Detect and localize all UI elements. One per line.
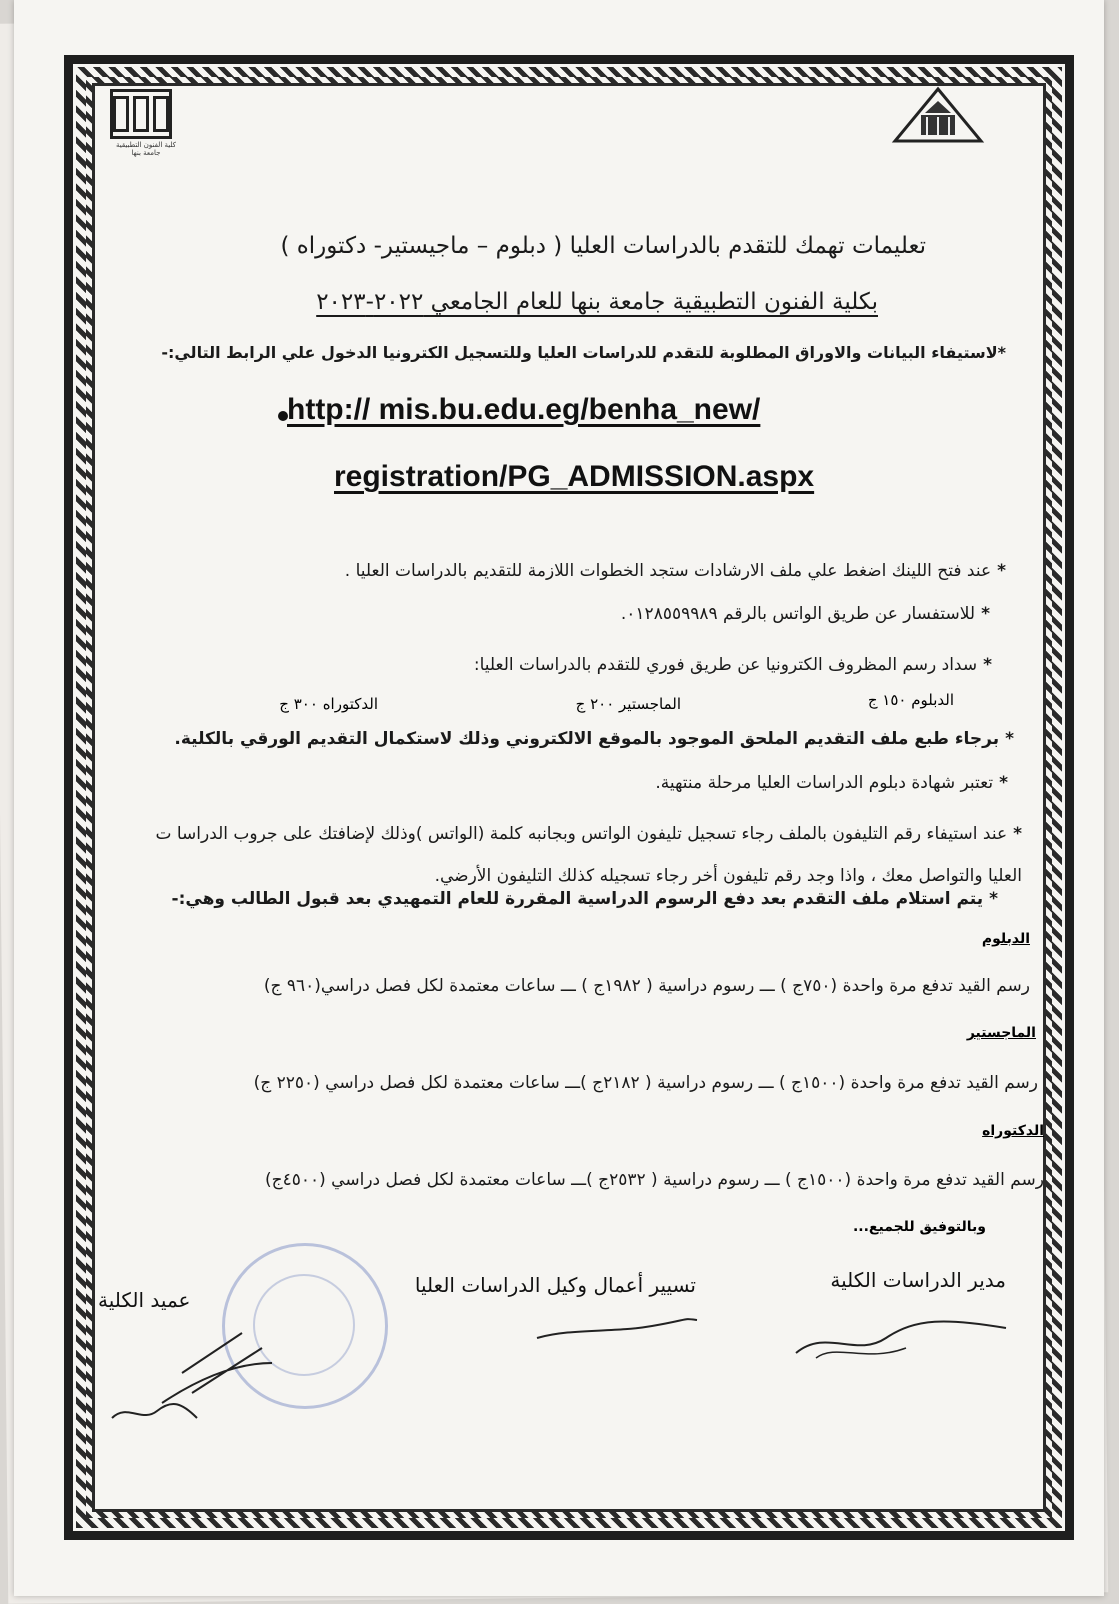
registration-link-line-1[interactable]: http:// mis.bu.edu.eg/benha_new/ xyxy=(287,393,761,426)
instruction-print-form xyxy=(174,729,1014,749)
signature-title-dean: عميد الكلية xyxy=(98,1288,191,1312)
instruction-text: للاستفسار عن طريق الواتس بالرقم ٠١٢٨٥٥٩٩٨٩. xyxy=(620,604,976,624)
signature-title-director: مدير الدراسات الكلية xyxy=(830,1268,1006,1292)
fees-diploma: رسم القيد تدفع مرة واحدة (٧٥٠ج ) ـــ رسوم دراسية ( ١٩٨٢ج ) ـــ ساعات معتمدة لكل فصل دراسي(٩٦٠ ج) xyxy=(263,976,1030,996)
faculty-logo-mark xyxy=(110,89,172,139)
document-content xyxy=(92,83,1046,1512)
instruction-open-link xyxy=(345,561,1006,581)
instruction-text: عند فتح اللينك اضغط علي ملف الارشادات ستجد الخطوات اللازمة للتقديم بالدراسات العليا . xyxy=(344,561,992,581)
instruction-text: برجاء طبع ملف التقديم الملحق الموجود بالموقع الالكتروني وذلك لاستكمال التقديم الورقي بالكلية. xyxy=(174,729,1000,749)
instruction-diploma-final xyxy=(655,773,1008,793)
bullet-star: * xyxy=(997,561,1006,581)
bullet-star: * xyxy=(999,773,1008,793)
title-line-2: بكلية الفنون التطبيقية جامعة بنها للعام الجامعي ٢٠٢٢-٢٠٢٣ xyxy=(316,289,878,315)
faculty-logo-caption: كلية الفنون التطبيقية جامعة بنها xyxy=(115,141,177,157)
instruction-phone xyxy=(142,813,1022,897)
document-page xyxy=(14,0,1104,1596)
envelope-fee-phd: الدكتوراه ٣٠٠ ج xyxy=(279,695,378,713)
instruction-envelope-fee xyxy=(474,655,992,675)
envelope-fee-diploma: الدبلوم ١٥٠ ج xyxy=(867,691,954,709)
bullet-star: * xyxy=(981,604,990,624)
fees-phd: رسم القيد تدفع مرة واحدة (١٥٠٠ج ) ـــ رسوم دراسية ( ٢٥٣٢ج )ـــ ساعات معتمدة لكل فصل دراسي (٤٥٠٠ج) xyxy=(265,1170,1044,1190)
faculty-logo xyxy=(110,89,182,157)
instruction-text: سداد رسم المظروف الكترونيا عن طريق فوري للتقدم بالدراسات العليا: xyxy=(473,655,978,675)
signature-vice-dean xyxy=(532,1308,702,1348)
instruction-text: تعتبر شهادة دبلوم الدراسات العليا مرحلة منتهية. xyxy=(655,773,994,793)
instruction-whatsapp xyxy=(621,604,990,624)
registration-link-line-2[interactable]: registration/PG_ADMISSION.aspx xyxy=(334,460,815,493)
heading-master: الماجستير xyxy=(966,1025,1036,1041)
instruction-text: يتم استلام ملف التقدم بعد دفع الرسوم الدراسية المقررة للعام التمهيدي بعد قبول الطالب وهي:- xyxy=(171,889,984,909)
bullet-star: * xyxy=(989,889,998,909)
heading-diploma: الدبلوم xyxy=(981,931,1030,947)
bullet-star: * xyxy=(1005,729,1014,749)
signature-title-vice-dean: تسيير أعمال وكيل الدراسات العليا xyxy=(414,1273,696,1297)
fees-master: رسم القيد تدفع مرة واحدة (١٥٠٠ج ) ـــ رسوم دراسية ( ٢١٨٢ج )ـــ ساعات معتمدة لكل فصل دراسي (٢٢٥٠ ج) xyxy=(253,1073,1038,1093)
instruction-file-receipt xyxy=(172,889,998,909)
envelope-fee-master: الماجستير ٢٠٠ ج xyxy=(575,695,681,713)
signature-director xyxy=(786,1308,1016,1368)
intro-text: *لاستيفاء البيانات والاوراق المطلوبة للتقدم للدراسات العليا وللتسجيل الكترونيا الدخول علي الرابط التالي:- xyxy=(161,343,1006,362)
bullet-star: * xyxy=(983,655,992,675)
bullet-star: * xyxy=(1013,824,1022,844)
heading-phd: الدكتوراه xyxy=(982,1123,1044,1139)
instruction-text: عند استيفاء رقم التليفون بالملف رجاء تسجيل تليفون الواتس وبجانبه كلمة (الواتس )وذلك لإضافتك على جروب الدراسا ت العليا والتواصل معك ، واذا وجد رقم تليفون أخر رجاء تسجيله كذلك التليفون الأرضي. xyxy=(155,824,1022,886)
closing-text: وبالتوفيق للجميع... xyxy=(852,1219,986,1235)
title-line-1: تعليمات تهمك للتقدم بالدراسات العليا ( دبلوم – ماجيستير- دكتوراه ) xyxy=(280,233,926,259)
signature-dean xyxy=(102,1323,282,1433)
university-logo-icon xyxy=(891,85,986,147)
